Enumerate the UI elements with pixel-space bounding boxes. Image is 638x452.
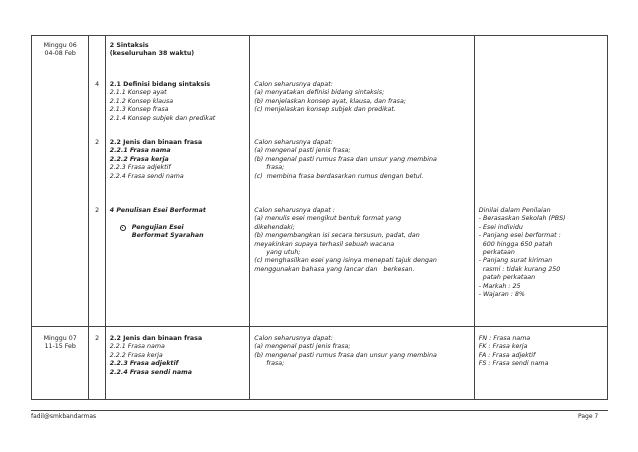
topic-cell: [105, 327, 250, 400]
objectives-intro: Calon seharusnya dapat:: [254, 81, 333, 88]
objective-line: (c) membina frasa berdasarkan rumus dengan betul.: [254, 172, 424, 180]
topic-line: 2.2.2 Frasa kerja: [109, 155, 169, 163]
note-line: 600 hingga 650 patah: [478, 240, 553, 248]
topic-line: 2.2.1 Frasa nama: [109, 147, 171, 155]
week-dates: 11-15 Feb: [44, 343, 76, 351]
duration-cell: [89, 327, 105, 400]
duration-value: 2: [95, 139, 100, 146]
week-dates: 04-08 Feb: [44, 50, 76, 58]
note-line: perkataan: [478, 249, 515, 257]
note-line: - Berasaskan Sekolah (PBS): [478, 215, 566, 223]
topic-line: 2.1.2 Konsep klausa: [109, 97, 174, 105]
bullet-circle-icon: [120, 225, 126, 231]
topic-heading: 2.1 Definisi bidang sintaksis: [109, 81, 211, 88]
note-line: FK : Frasa kerja: [478, 343, 528, 351]
objective-line: (c) menghasilkan esei yang isinya menepati tajuk dengan: [254, 257, 437, 265]
duration-value: 4: [95, 81, 100, 88]
topic-line: 2.1.1 Konsep ayat: [109, 89, 167, 97]
objective-line: yang utuh;: [254, 249, 301, 257]
duration-value: 2: [95, 207, 100, 214]
objective-line: menggunakan bahasa yang lancar dan berkesan.: [254, 265, 415, 273]
note-line: - Esei individu: [478, 223, 523, 231]
note-line: FS : Frasa sendi nama: [478, 360, 549, 368]
objectives-intro: Calon seharusnya dapat:: [254, 335, 333, 342]
topic-cell: [105, 36, 250, 327]
lesson-plan-body: [32, 36, 608, 400]
week-cell: [32, 327, 89, 400]
topic-heading: 2.2 Jenis dan binaan frasa: [109, 139, 203, 146]
footer-email: fadil@smkbandarmas: [31, 413, 97, 420]
objective-line: meyakinkan supaya terhasil sebuah wacana: [254, 240, 395, 248]
objective-line: (a) menulis esei mengikut bentuk format yang: [254, 215, 402, 223]
objective-line: (b) menjelaskan konsep ayat, klausa, dan frasa;: [254, 97, 406, 105]
topic-line: 2.1.3 Konsep frasa: [109, 106, 169, 114]
topic-heading: 2 Sintaksis: [109, 42, 149, 49]
objective-line: (a) mengenal pasti jenis frasa;: [254, 343, 351, 351]
lesson-plan-table: [31, 35, 608, 400]
topic-line: 2.2.1 Frasa nama: [109, 343, 165, 351]
topic-line: Pengujian Esei: [131, 223, 184, 231]
footer-divider: [31, 410, 608, 411]
objective-line: frasa;: [254, 360, 285, 368]
objective-line: (a) menyatakan definisi bidang sintaksis;: [254, 89, 385, 97]
objectives-intro: Calon seharusnya dapat:: [254, 139, 333, 146]
week-row: [32, 36, 608, 327]
topic-line: Berformat Syarahan: [131, 232, 204, 240]
objectives-intro: Calon seharusnya dapat :: [254, 207, 335, 214]
topic-line: (keseluruhan 38 waktu): [109, 50, 195, 58]
note-line: Dinilai dalam Penilaian: [478, 207, 551, 214]
topic-bullet-item: [110, 224, 248, 232]
duration-cell: [89, 36, 105, 327]
footer-page-number: Page 7: [578, 413, 599, 420]
objective-line: (b) mengenal pasti rumus frasa dan unsur yang membina: [254, 351, 437, 359]
topic-line: 2.1.4 Konsep subjek dan predikat: [109, 114, 216, 122]
objectives-cell: [250, 36, 474, 327]
objective-line: frasa;: [254, 164, 285, 172]
topic-line: 2.2.2 Frasa kerja: [109, 351, 163, 359]
notes-cell: [474, 327, 607, 400]
week-cell: [32, 36, 89, 327]
objectives-cell: [250, 327, 474, 400]
week-label: Minggu 07: [43, 335, 77, 342]
note-line: - Markah : 25: [478, 282, 521, 290]
topic-line: 2.2.3 Frasa adjektif: [109, 164, 171, 172]
duration-value: 2: [95, 335, 100, 342]
topic-heading: 2.2 Jenis dan binaan frasa: [109, 335, 203, 342]
note-line: patah perkataan: [478, 274, 536, 282]
topic-line: 2.2.4 Frasa sendi nama: [109, 172, 184, 180]
week-row: [32, 327, 608, 400]
objective-line: (a) mengenal pasti jenis frasa;: [254, 147, 351, 155]
topic-line: [110, 215, 248, 223]
notes-cell: [474, 36, 607, 327]
objective-line: (b) mengembangkan isi secara tersusun, padat, dan: [254, 232, 420, 240]
note-line: FN : Frasa nama: [478, 335, 531, 342]
note-line: - Panjang surat kiriman: [478, 257, 553, 265]
week-label: Minggu 06: [43, 42, 77, 49]
objective-line: (c) menjelaskan konsep subjek dan predikat.: [254, 106, 396, 114]
topic-line: 2.2.4 Frasa sendi nama: [109, 368, 192, 376]
note-line: rasmi : tidak kurang 250: [478, 265, 561, 273]
objective-line: dikehendaki;: [254, 223, 295, 231]
note-line: - Wajaran : 8%: [478, 291, 525, 299]
note-line: - Panjang esei berformat :: [478, 232, 561, 240]
note-line: FA : Frasa adjektif: [478, 351, 536, 359]
objective-line: (b) mengenal pasti rumus frasa dan unsur yang membina: [254, 155, 437, 163]
topic-heading: 4 Penulisan Esei Berformat: [109, 207, 206, 214]
topic-line: 2.2.3 Frasa adjektif: [109, 360, 179, 368]
